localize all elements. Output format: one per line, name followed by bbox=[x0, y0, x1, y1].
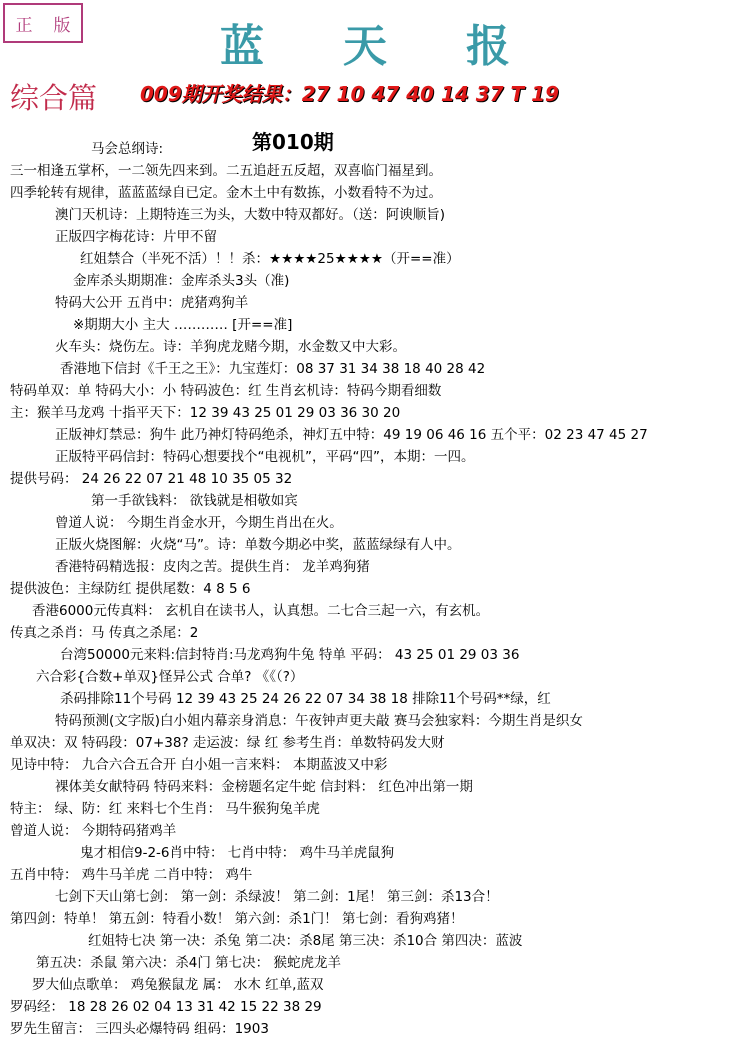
content-line: 罗码经： 18 28 26 02 04 13 31 42 15 22 38 29 bbox=[10, 999, 322, 1015]
badge-char-1: 正 bbox=[15, 15, 33, 36]
content-line: 澳门天机诗：上期特连三为头，大数中特双都好。（送：阿谀顺旨) bbox=[55, 207, 446, 223]
content-line: 红姐特七决 第一决：杀兔 第二决：杀8尾 第三决：杀10合 第四决：蓝波 bbox=[88, 933, 523, 949]
content-line: 正版神灯禁忌：狗牛 此乃神灯特码绝杀，神灯五中特：49 19 06 46 16 五个平：02 23 47 45 27 bbox=[55, 427, 648, 443]
content-line: 五肖中特： 鸡牛马羊虎 二肖中特： 鸡牛 bbox=[10, 867, 253, 883]
content-line: 三一相逢五掌杯，一二领先四来到。二五追赶五反超，双喜临门福星到。 bbox=[10, 163, 442, 179]
content-line: 特码单双：单 特码大小：小 特码波色：红 生肖玄机诗：特码今期看细数 bbox=[10, 383, 442, 399]
content-line: 正版特平码信封：特码心想要找个“电视机”，平码“四”，本期：一四。 bbox=[55, 449, 475, 465]
content-line: 正版火烧图解：火烧“马”。诗：单数今期必中奖，蓝蓝绿绿有人中。 bbox=[55, 537, 461, 553]
masthead-title bbox=[220, 14, 510, 70]
content-line: 第四剑：特单！ 第五剑：特看小数！ 第六剑：杀1门！ 第七剑：看狗鸡猪！ bbox=[10, 911, 464, 927]
content-line: 见诗中特： 九合六合五合开 白小姐一言来料： 本期蓝波又中彩 bbox=[10, 757, 388, 773]
content-line: 香港地下信封《千王之王》：九宝莲灯：08 37 31 34 38 18 40 28 42 bbox=[60, 361, 486, 377]
content-line: ※期期大小 主大 ………… [开==准] bbox=[73, 317, 293, 333]
content-line: 提供号码： 24 26 22 07 21 48 10 35 05 32 bbox=[10, 471, 293, 487]
issue-number: 第010期 bbox=[252, 130, 334, 154]
edition-badge bbox=[3, 3, 83, 43]
content-line: 特码预测(文字版)白小姐内幕亲身消息：午夜钟声更夫敲 赛马会独家料：今期生肖是织女 bbox=[55, 713, 583, 729]
content-line: 鬼才相信9-2-6肖中特： 七肖中特： 鸡牛马羊虎鼠狗 bbox=[80, 845, 395, 861]
content-line: 红姐禁合（半死不活）！！杀：★★★★25★★★★（开==准） bbox=[80, 251, 460, 267]
draw-result-headline: 009期开奖结果：27 10 47 40 14 37 T 19 bbox=[140, 82, 559, 106]
content-line: 罗大仙点歌单： 鸡兔猴鼠龙 属： 水木 红单,蓝双 bbox=[32, 977, 324, 993]
content-line: 曾道人说： 今期生肖金水开，今期生肖出在火。 bbox=[55, 515, 343, 531]
content-line: 提供波色：主绿防红 提供尾数：4 8 5 6 bbox=[10, 581, 251, 597]
content-line: 正版四字梅花诗：片甲不留 bbox=[55, 229, 217, 245]
content-line: 马会总纲诗: bbox=[91, 141, 164, 157]
content-line: 金库杀头期期准：金库杀头3头（准) bbox=[73, 273, 290, 289]
title-char-3: 报 bbox=[466, 21, 510, 72]
content-line: 第五决：杀鼠 第六决：杀4门 第七决： 猴蛇虎龙羊 bbox=[36, 955, 341, 971]
section-label: 综合篇 bbox=[10, 81, 98, 115]
content-line: 火车头：烧伤左。诗：羊狗虎龙赌今期，水金数又中大彩。 bbox=[55, 339, 406, 355]
content-line: 第一手欲钱料： 欲钱就是相敬如宾 bbox=[91, 493, 298, 509]
title-char-2: 天 bbox=[343, 21, 387, 72]
content-line: 六合彩{合数+单双}怪异公式 合单? 《《（?） bbox=[36, 669, 304, 685]
content-line: 主：猴羊马龙鸡 十指平天下：12 39 43 25 01 29 03 36 30 20 bbox=[10, 405, 401, 421]
content-line: 杀码排除11个号码 12 39 43 25 24 26 22 07 34 38 18 排除11个号码**绿，红 bbox=[60, 691, 551, 707]
content-line: 传真之杀肖：马 传真之杀尾：2 bbox=[10, 625, 199, 641]
content-line: 香港6000元传真料： 玄机自在读书人，认真想。二七合三起一六，有玄机。 bbox=[32, 603, 490, 619]
content-line: 曾道人说： 今期特码猪鸡羊 bbox=[10, 823, 177, 839]
title-char-1: 蓝 bbox=[220, 21, 264, 72]
content-line: 香港特码精选报：皮肉之苦。提供生肖： 龙羊鸡狗猪 bbox=[55, 559, 370, 575]
content-line: 四季轮转有规律，蓝蓝蓝绿自已定。金木土中有数拣，小数看特不为过。 bbox=[10, 185, 442, 201]
content-line: 七剑下天山第七剑： 第一剑：杀绿波！ 第二剑：1尾！ 第三剑：杀13合！ bbox=[55, 889, 499, 905]
content-line: 裸体美女献特码 特码来料：金榜题名定牛蛇 信封料： 红色冲出第一期 bbox=[55, 779, 473, 795]
badge-char-2: 版 bbox=[53, 15, 71, 36]
content-line: 特码大公开 五肖中：虎猪鸡狗羊 bbox=[55, 295, 249, 311]
content-line: 罗先生留言： 三四头必爆特码 组码：1903 bbox=[10, 1021, 269, 1037]
content-line: 台湾50000元来料:信封特肖:马龙鸡狗牛兔 特单 平码： 43 25 01 29 03 36 bbox=[60, 647, 520, 663]
content-line: 特主： 绿、防：红 来料七个生肖： 马牛猴狗兔羊虎 bbox=[10, 801, 320, 817]
content-line: 单双决：双 特码段：07+38? 走运波：绿 红 参考生肖：单数特码发大财 bbox=[10, 735, 445, 751]
